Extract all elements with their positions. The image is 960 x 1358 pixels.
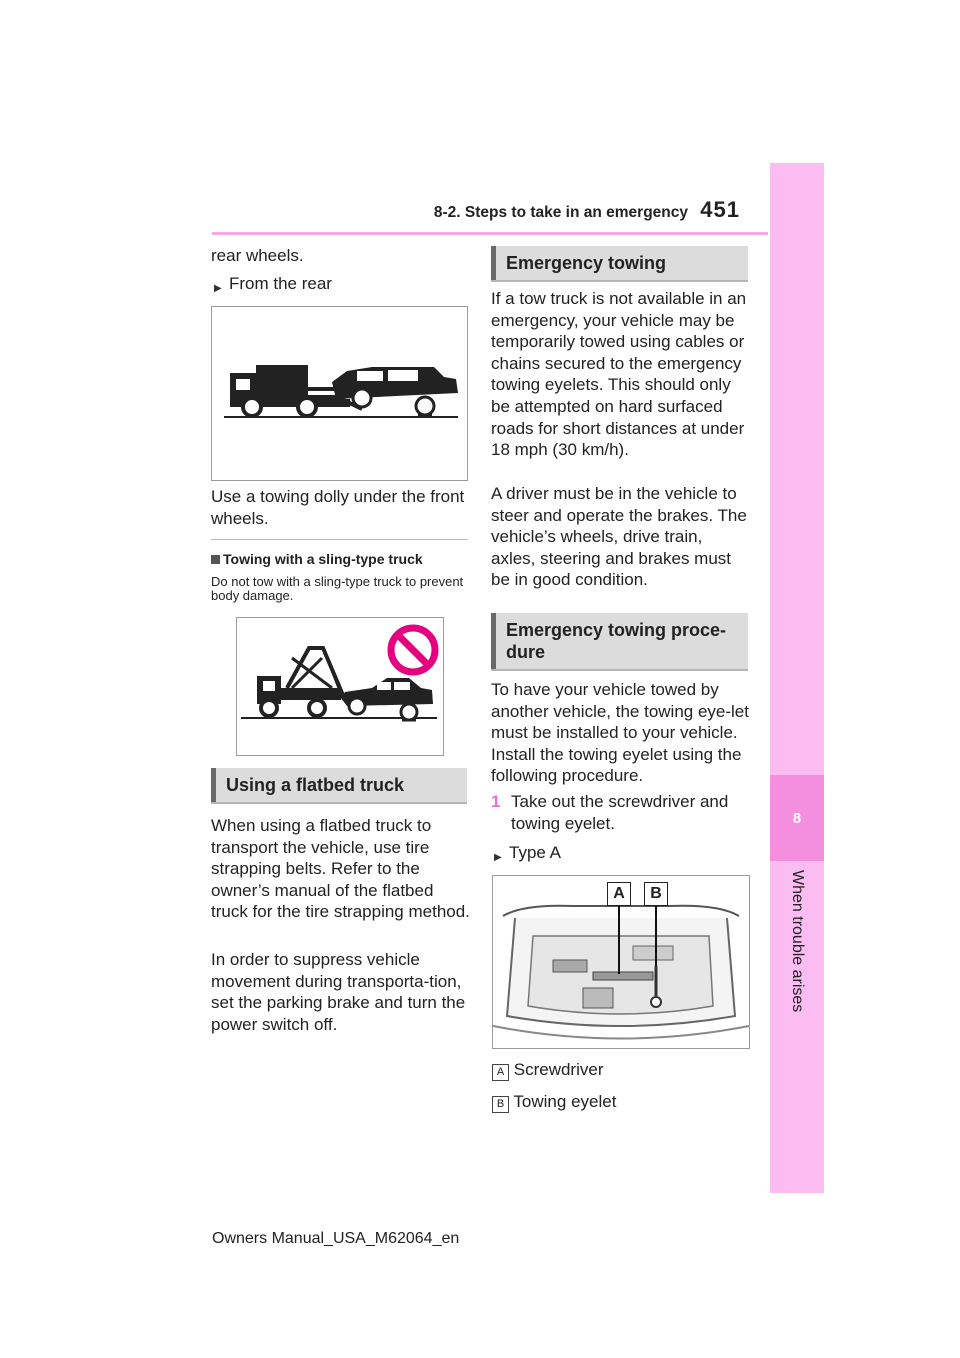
- page-number: 451: [700, 197, 740, 222]
- chapter-label: [770, 870, 824, 1170]
- text-towing-2: A driver must be in the vehicle to steer and operate the brakes. The vehicle’s wheels, drive train, axles, steering and brakes must be in good condition.: [491, 484, 747, 590]
- legend-a-text: Screwdriver: [513, 1060, 604, 1079]
- step-1-text: Take out the screwdriver and towing eyelet.: [511, 792, 729, 833]
- divider: [211, 539, 468, 540]
- callout-b: B: [644, 882, 668, 906]
- heading-line-2: dure: [506, 642, 546, 662]
- section-title: 8-2. Steps to take in an emergency: [433, 204, 688, 221]
- tow-truck-dolly-illustration: [212, 307, 467, 480]
- text-flatbed-2: In order to suppress vehicle movement during transporta-tion, set the parking brake and turn the power switch off.: [211, 950, 466, 1034]
- heading-flatbed-truck: Using a flatbed truck: [211, 768, 467, 802]
- legend-b: [492, 1091, 616, 1113]
- sling-truck-prohibited-illustration: [237, 618, 443, 755]
- text-dolly: Use a towing dolly under the front wheels.: [211, 487, 465, 528]
- step-1-number: [491, 791, 500, 813]
- text-procedure: To have your vehicle towed by another vehicle, the towing eye-let must be installed to your vehicle. Install the towing eyelet using the following procedure.: [491, 680, 749, 786]
- heading-line-1: Emergency towing proce-: [506, 620, 727, 640]
- bullet-from-rear: ▶ From the rear: [229, 273, 332, 295]
- figure-sling-truck: [236, 617, 444, 756]
- legend-b-box: B: [492, 1096, 509, 1113]
- callout-a: A: [607, 882, 631, 906]
- text-towing: If a tow truck is not available in an emergency, your vehicle may be temporarily towed using cables or chains secured to the emergency towing eyelets. This should only be attempted on hard surfaced roads for short distances at under 18 mph (30 km/h).: [491, 289, 747, 460]
- heading-towing-procedure: [491, 613, 748, 669]
- legend-a: [492, 1059, 603, 1081]
- figure-trunk: [492, 875, 750, 1049]
- footer-manual-id: Owners Manual_USA_M62064_en: [212, 1230, 460, 1247]
- text-flatbed-1: When using a flatbed truck to transport the vehicle, use tire strapping belts. Refer to the owner’s manual of the flatbed truck for the tire strapping method.: [211, 816, 470, 922]
- legend-b-text: Towing eyelet: [513, 1092, 617, 1111]
- chapter-number-tab[interactable]: 8: [770, 775, 824, 861]
- text-rear-wheels: rear wheels.: [211, 246, 304, 265]
- step-number: 1: [491, 792, 501, 811]
- square-bullet-icon: [211, 555, 220, 564]
- header-rule: [212, 232, 768, 235]
- figure-towing-dolly: [211, 306, 468, 481]
- bullet-type-a: ▶ Type A: [509, 842, 561, 864]
- note-sling-truck: Do not tow with a sling-type truck to prevent body damage.: [211, 574, 464, 603]
- heading-emergency-towing: Emergency towing: [491, 246, 748, 280]
- subheading-sling-truck: [211, 551, 423, 567]
- legend-a-box: A: [492, 1064, 509, 1081]
- chapter-label-text: When trouble arises: [789, 870, 806, 1013]
- subheading-text: Towing with a sling-type truck: [223, 551, 423, 567]
